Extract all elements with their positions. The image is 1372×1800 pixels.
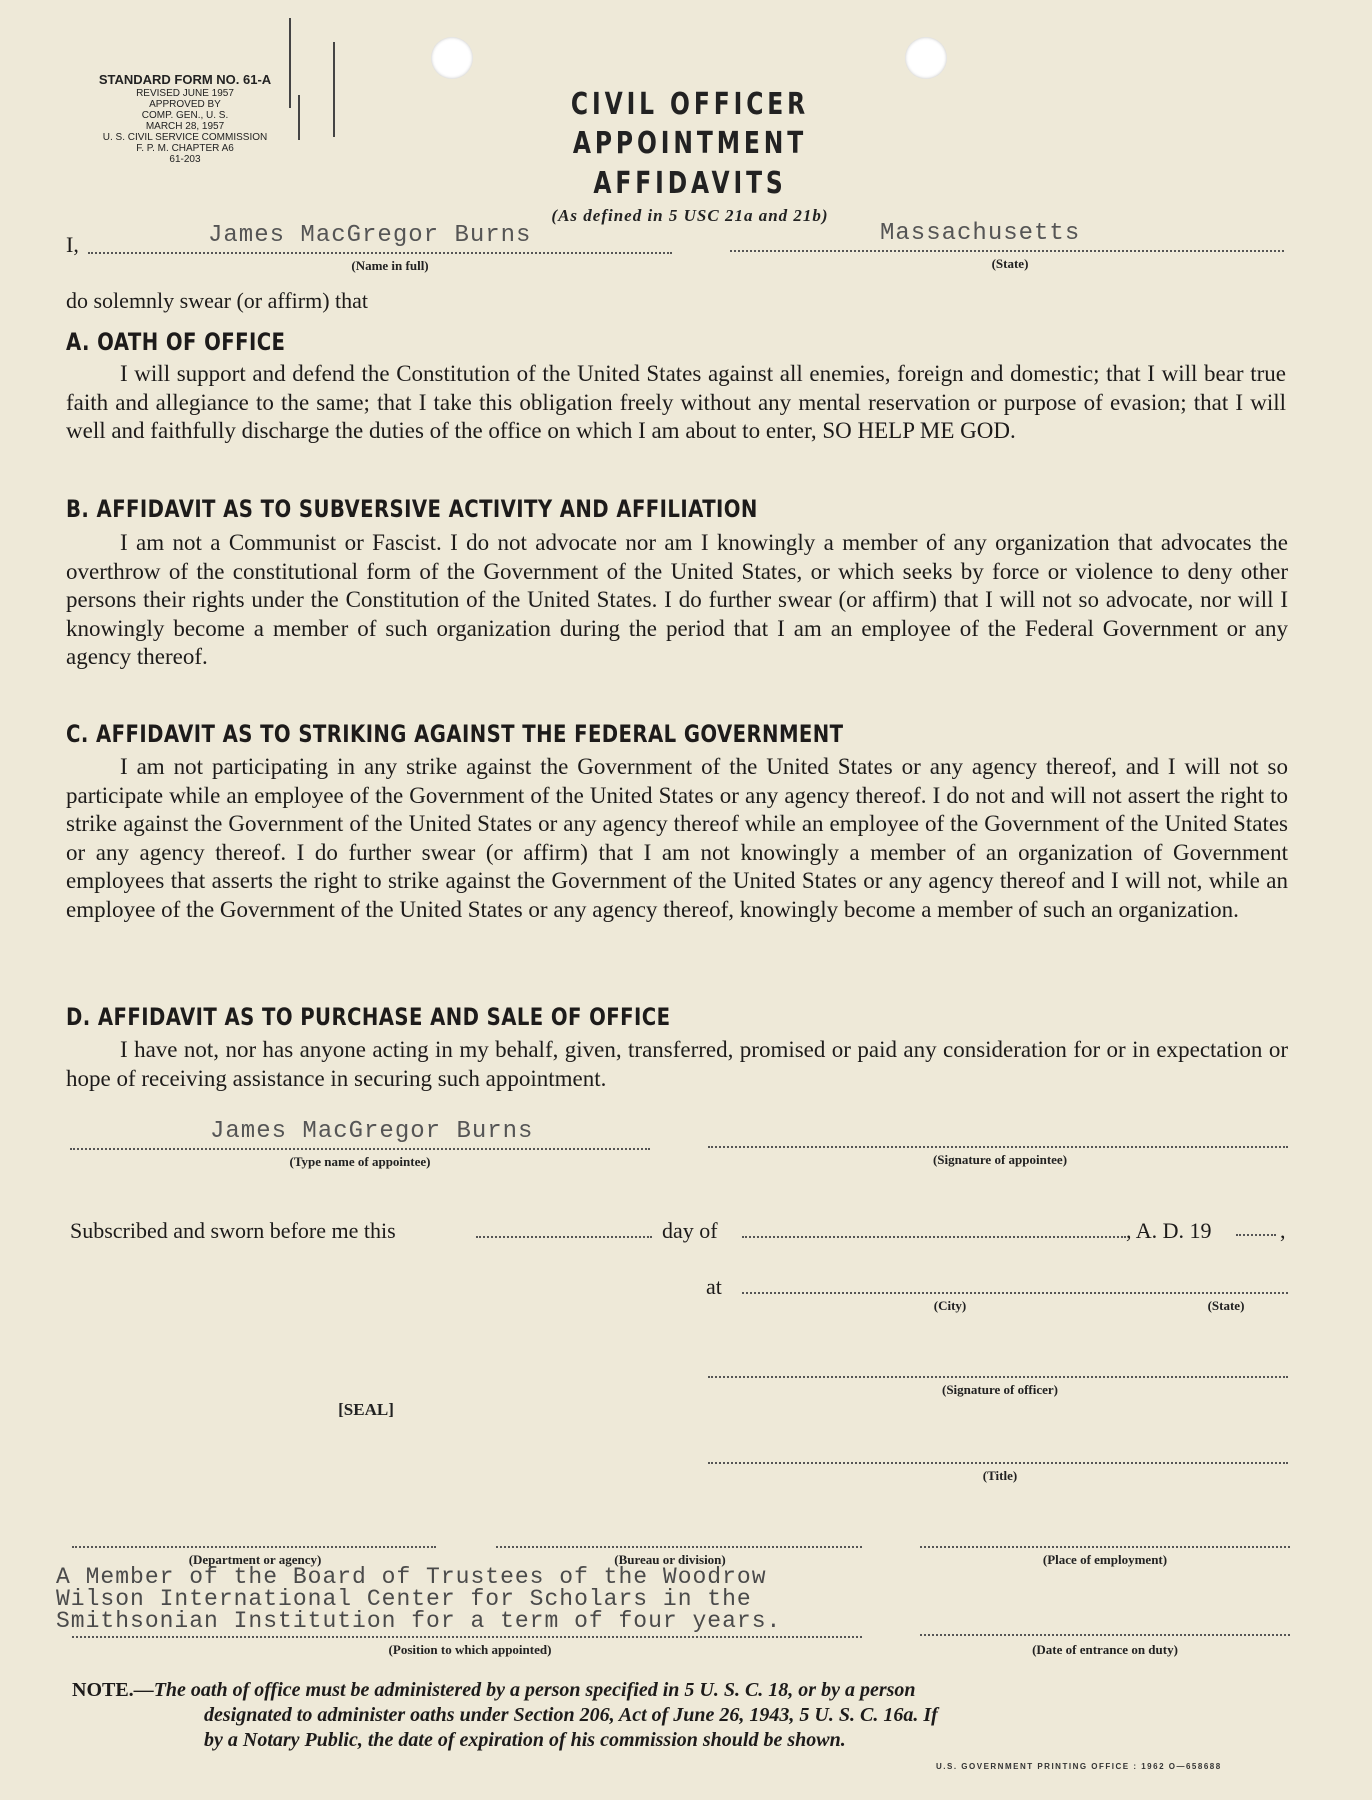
city-caption: (City) xyxy=(933,1298,967,1313)
section-d-heading: D. AFFIDAVIT AS TO PURCHASE AND SALE OF OFFICE xyxy=(66,1003,671,1031)
note-line-3: by a Notary Public, the date of expiration of his commission should be shown. xyxy=(204,1729,846,1751)
pencil-mark xyxy=(333,42,335,137)
sworn-year-field[interactable] xyxy=(1236,1234,1276,1236)
swear-text: do solemnly swear (or affirm) that xyxy=(66,288,369,313)
department-line[interactable] xyxy=(72,1546,436,1548)
location-state-caption: (State) xyxy=(1207,1298,1245,1313)
section-d-text: I have not, nor has anyone acting in my behalf, given, transferred, promised or paid any consideration for or in expectation or hope of receiving assistance in securing such appointment. xyxy=(66,1037,1288,1091)
form-approver: COMP. GEN., U. S. xyxy=(141,110,229,121)
note-block xyxy=(72,1678,1302,1753)
printer-line: U.S. GOVERNMENT PRINTING OFFICE : 1962 O—658688 xyxy=(936,1762,1222,1771)
note-line-2: designated to administer oaths under Section 206, Act of June 26, 1943, 5 U. S. C. 16a. If xyxy=(204,1704,938,1726)
seal-label: [SEAL] xyxy=(338,1400,394,1419)
form-title xyxy=(440,86,940,226)
department-caption: (Department or agency) xyxy=(188,1552,322,1567)
bureau-line[interactable] xyxy=(496,1546,862,1548)
form-approval-date: MARCH 28, 1957 xyxy=(145,121,225,132)
typed-name-caption: (Type name of appointee) xyxy=(289,1154,431,1169)
typed-name-line xyxy=(70,1148,650,1150)
sworn-day-field[interactable] xyxy=(476,1236,652,1238)
name-line xyxy=(88,252,672,254)
punch-hole-right xyxy=(905,37,947,79)
declarant-name-field[interactable]: James MacGregor Burns xyxy=(208,222,532,249)
punch-hole-left xyxy=(431,37,473,79)
typed-appointee-name[interactable]: James MacGregor Burns xyxy=(210,1118,534,1145)
sworn-month-field[interactable] xyxy=(742,1236,1126,1238)
form-revision: REVISED JUNE 1957 xyxy=(136,88,234,99)
note-lead: NOTE.— xyxy=(72,1679,154,1701)
name-caption: (Name in full) xyxy=(351,258,429,273)
form-identification xyxy=(70,72,300,165)
section-b-text: I am not a Communist or Fascist. I do not advocate nor am I knowingly a member of any organization that advocates the overthrow of the constitutional form of the Government of the United States, or which seeks by force or violence to deny other persons their rights under the Constitution of the United States. I do further swear (or affirm) that I will not so advocate, nor will I knowingly become a member of such organization during the period that I am an employee of the Federal Government or any agency thereof. xyxy=(66,530,1288,669)
title-line-2: APPOINTMENT AFFIDAVITS xyxy=(572,126,808,201)
state-caption: (State) xyxy=(991,256,1029,271)
position-line-3: Smithsonian Institution for a term of four years. xyxy=(56,1608,782,1634)
sworn-ad: , A. D. 19 xyxy=(1126,1218,1212,1243)
appointee-signature-line[interactable] xyxy=(708,1146,1288,1148)
form-approved-by: APPROVED BY xyxy=(149,99,221,110)
declarant-prefix: I, xyxy=(66,232,79,257)
form-chapter: F. P. M. CHAPTER A6 xyxy=(136,143,234,154)
officer-title-caption: (Title) xyxy=(982,1468,1018,1483)
sworn-comma: , xyxy=(1280,1218,1286,1243)
bureau-caption: (Bureau or division) xyxy=(614,1552,726,1567)
position-line xyxy=(72,1636,862,1638)
entrance-date-line[interactable] xyxy=(920,1634,1290,1636)
sworn-lead: Subscribed and sworn before me this xyxy=(70,1218,396,1243)
position-caption: (Position to which appointed) xyxy=(388,1642,552,1657)
sworn-at: at xyxy=(706,1274,722,1299)
place-line[interactable] xyxy=(920,1546,1290,1548)
sworn-day-of: day of xyxy=(662,1218,718,1243)
sworn-location-field[interactable] xyxy=(742,1292,1288,1294)
entrance-date-caption: (Date of entrance on duty) xyxy=(1032,1642,1178,1657)
section-a-heading: A. OATH OF OFFICE xyxy=(66,328,286,356)
state-line xyxy=(730,250,1284,252)
position-line-1: A Member of the Board of Trustees of the Woodrow xyxy=(56,1564,767,1590)
note-line-1: The oath of office must be administered by a person specified in 5 U. S. C. 18, or by a person xyxy=(153,1679,916,1701)
officer-signature-line[interactable] xyxy=(708,1376,1288,1378)
section-c-heading: C. AFFIDAVIT AS TO STRIKING AGAINST THE FEDERAL GOVERNMENT xyxy=(66,720,844,748)
officer-signature-caption: (Signature of officer) xyxy=(941,1382,1058,1397)
position-field[interactable] xyxy=(56,1566,781,1632)
section-a-text: I will support and defend the Constitution of the United States against all enemies, foreign and domestic; that I will bear true faith and allegiance to the same; that I take this obligation freely without any mental reservation or purpose of evasion; that I will well and faithfully discharge the duties of the office on which I am about to enter, SO HELP ME GOD. xyxy=(66,361,1286,443)
title-subtitle: (As defined in 5 USC 21a and 21b) xyxy=(551,206,829,225)
appointee-signature-caption: (Signature of appointee) xyxy=(932,1152,1068,1167)
position-line-2: Wilson International Center for Scholars in the xyxy=(56,1586,752,1612)
title-line-1: CIVIL OFFICER xyxy=(570,87,810,122)
place-caption: (Place of employment) xyxy=(1042,1552,1168,1567)
section-c-text: I am not participating in any strike against the Government of the United States or any agency thereof, and I will not so participate while an employee of the Government of the United States or any agency thereof. I do not and will not assert the right to strike against the Government of the United States or any agency thereof while an employee of the Government of the United States or any agency thereof. I do further swear (or affirm) that I am not knowingly a member of an organization of Government employees that asserts the right to strike against the Government of the United States or any agency thereof and I will not, while an employee of the Government of the United States or any agency thereof, knowingly become a member of such an organization. xyxy=(66,754,1288,922)
form-commission: U. S. CIVIL SERVICE COMMISSION xyxy=(102,132,268,143)
section-b-heading: B. AFFIDAVIT AS TO SUBVERSIVE ACTIVITY AND AFFILIATION xyxy=(66,495,758,523)
declarant-state-field[interactable]: Massachusetts xyxy=(880,220,1081,247)
form-number: STANDARD FORM NO. 61-A xyxy=(98,72,272,87)
form-code: 61-203 xyxy=(169,154,201,165)
officer-title-line[interactable] xyxy=(708,1462,1288,1464)
